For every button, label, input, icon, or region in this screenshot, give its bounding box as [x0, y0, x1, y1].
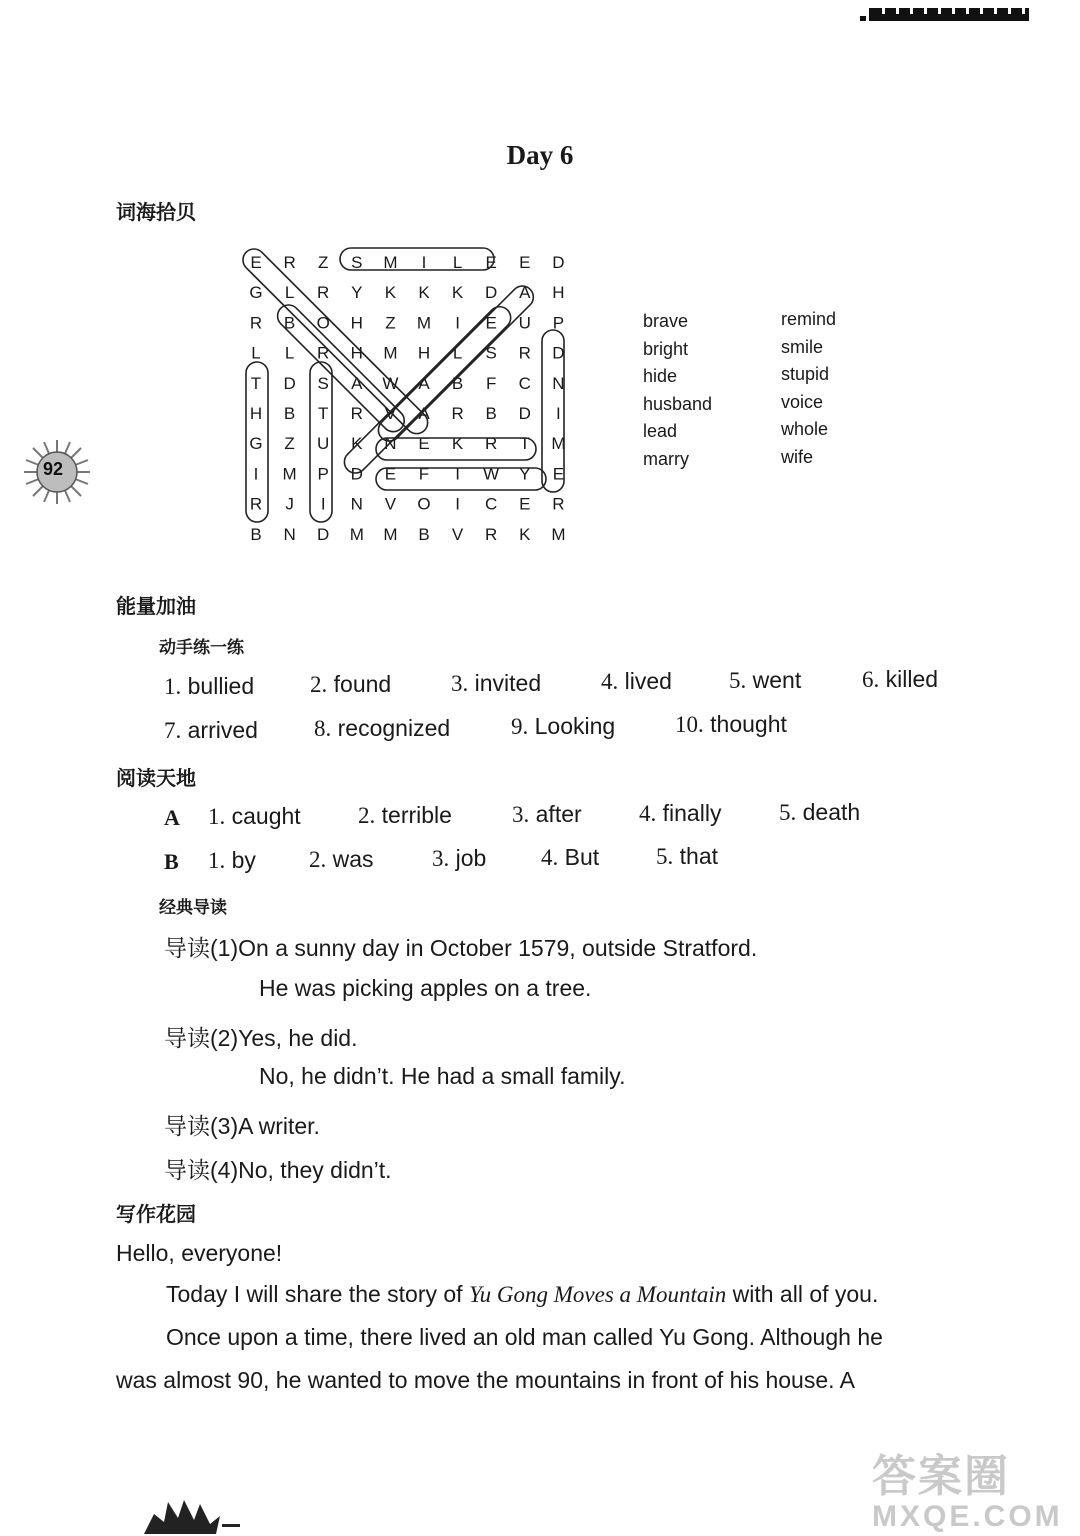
grid-letter: Z	[284, 434, 295, 454]
grid-letter: E	[384, 464, 397, 484]
grid-letter: D	[317, 524, 330, 544]
grid-letter: V	[384, 494, 397, 514]
grid-letter: R	[283, 253, 296, 272]
grid-letter: A	[418, 373, 430, 393]
guided-label: 导读(2)	[164, 1025, 239, 1051]
grid-letter: K	[418, 283, 430, 303]
grid-letter: L	[284, 343, 295, 363]
guided-item-1	[164, 930, 757, 963]
grid-letter: K	[451, 434, 464, 454]
grid-letter: R	[518, 343, 531, 363]
section-energy: 能量加油	[116, 594, 196, 618]
answer-item: 9. Looking	[511, 713, 616, 739]
grid-letter: I	[320, 494, 326, 514]
grid-letter: M	[551, 434, 566, 454]
guided-line: No, he didn’t. He had a small family.	[259, 1063, 626, 1089]
grid-letter: E	[418, 434, 430, 454]
grid-letter: Y	[351, 283, 363, 303]
grid-letter: S	[351, 253, 363, 272]
word-item: smile	[781, 336, 824, 357]
grid-letter: T	[519, 434, 530, 454]
grid-letter: O	[417, 494, 431, 514]
grid-letter: N	[552, 373, 565, 393]
answer-item: 2. found	[310, 671, 392, 697]
grid-letter: C	[485, 494, 498, 514]
grid-letter: A	[351, 373, 363, 393]
grid-letter: B	[451, 373, 464, 393]
grid-letter: S	[485, 343, 497, 363]
section-reading: 阅读天地	[116, 766, 196, 790]
grid-letter: M	[282, 464, 297, 484]
answer-item: 4. finally	[639, 800, 722, 826]
answer-item: 1. bullied	[164, 673, 255, 699]
story-title: Yu Gong Moves a Mountain	[468, 1282, 727, 1307]
grid-letter: P	[317, 464, 329, 484]
grid-letter: L	[452, 343, 463, 363]
grid-letter: H	[552, 283, 565, 303]
grid-letter: D	[283, 373, 296, 393]
guided-item-3	[164, 1108, 320, 1141]
answer-item: 4. But	[541, 844, 600, 870]
word-item: voice	[781, 391, 824, 412]
section-writing: 写作花园	[116, 1202, 196, 1226]
writing-paragraph-2-line-2: was almost 90, he wanted to move the mountains in front of his house. A	[116, 1367, 855, 1393]
grid-letter: R	[249, 313, 263, 333]
guided-line: He was picking apples on a tree.	[259, 975, 592, 1001]
grid-letter: G	[249, 434, 263, 454]
word-item: whole	[781, 419, 829, 439]
grid-letter: E	[519, 253, 531, 272]
grid-letter: D	[350, 464, 363, 484]
grid-letter: M	[383, 253, 398, 272]
watermark-logo: 答案圈 MXQE.COM	[872, 1451, 1063, 1533]
grid-letter: P	[552, 313, 565, 333]
grid-letter: T	[250, 373, 262, 393]
answer-item: 4. lived	[601, 668, 672, 694]
grid-letter: M	[551, 524, 566, 544]
writing-paragraph-2-line-1: Once upon a time, there lived an old man called Yu Gong. Although he	[166, 1324, 883, 1350]
answer-item: 3. invited	[451, 670, 542, 696]
grid-letter: N	[283, 524, 296, 544]
guided-label: 导读(4)	[164, 1157, 239, 1183]
word-item: stupid	[781, 364, 830, 384]
answer-item: 3. job	[432, 845, 487, 871]
word-item: bright	[643, 338, 689, 359]
grid-letter: E	[485, 253, 497, 272]
guided-item-2	[164, 1020, 357, 1053]
answer-item: 2. was	[309, 846, 374, 872]
grid-letter: W	[382, 373, 399, 393]
guided-line: On a sunny day in October 1579, outside Stratford.	[238, 935, 758, 961]
answer-item: 10. thought	[675, 711, 787, 737]
grid-letter: L	[251, 343, 261, 363]
grid-letter: O	[316, 313, 330, 333]
word-item: wife	[781, 446, 814, 467]
grid-letter: N	[384, 434, 397, 454]
grid-letter: K	[351, 434, 363, 454]
grid-letter: H	[350, 313, 363, 333]
reading-a-letter: A	[164, 805, 180, 830]
header-bars-decoration	[860, 4, 1035, 22]
guided-line: No, they didn’t.	[238, 1157, 392, 1183]
grid-letter: R	[552, 494, 565, 514]
grid-letter: E	[485, 313, 497, 333]
grid-letter: D	[518, 404, 531, 423]
grid-letter: V	[384, 404, 397, 423]
grid-letter: B	[283, 313, 296, 333]
reading-b-letter: B	[164, 849, 179, 874]
grid-letter: E	[250, 253, 262, 272]
grid-letter: I	[421, 253, 427, 272]
answer-item: 6. killed	[862, 666, 939, 692]
grid-letter: R	[317, 343, 330, 363]
grid-letter: R	[249, 494, 263, 514]
grid-letter: H	[350, 343, 363, 363]
grid-letter: W	[483, 464, 500, 484]
grid-letter: A	[418, 404, 430, 423]
grid-letter: I	[455, 464, 460, 484]
grid-letter: N	[350, 494, 363, 514]
grid-letter: Y	[519, 464, 531, 484]
grid-letter: K	[384, 283, 397, 303]
answer-item: 1. caught	[208, 803, 301, 829]
grid-letter: B	[485, 404, 497, 423]
grid-letter: H	[249, 404, 263, 423]
grid-letter: U	[317, 434, 330, 454]
answer-item: 1. by	[208, 847, 256, 873]
grid-letter: D	[485, 283, 498, 303]
grid-letter: M	[383, 524, 398, 544]
grid-letter: Z	[318, 253, 329, 272]
grid-letter: K	[519, 524, 531, 544]
answer-item: 5. that	[656, 843, 719, 869]
section-classic: 经典导读	[159, 898, 227, 918]
grid-letter: R	[451, 404, 464, 423]
word-item: husband	[643, 393, 713, 414]
guided-label: 导读(1)	[164, 935, 239, 961]
writing-paragraph-1: Today I will share the story of Yu Gong Moves a Mountain with all of you.	[166, 1281, 879, 1307]
word-item: lead	[643, 421, 678, 441]
grid-letter: A	[519, 283, 531, 303]
grid-letter: J	[285, 494, 294, 514]
grid-letter: M	[349, 524, 364, 544]
grid-letter: G	[249, 283, 263, 303]
grid-letter: Z	[385, 313, 396, 333]
word-item: marry	[643, 448, 689, 469]
grid-letter: R	[485, 434, 498, 454]
grid-letter: M	[416, 313, 432, 333]
grid-letter: D	[552, 253, 565, 272]
word-list-right	[781, 306, 836, 471]
grid-letter: T	[318, 404, 329, 423]
word-list-left	[643, 308, 712, 473]
grid-letter: M	[383, 343, 398, 363]
grid-letter: I	[556, 404, 561, 423]
section-word-sea: 词海拾贝	[116, 200, 196, 224]
grid-letter: K	[451, 283, 464, 303]
grid-letter: R	[317, 283, 330, 303]
grid-letter: D	[552, 343, 565, 363]
page-number: 92	[43, 459, 64, 479]
grid-letter: B	[250, 524, 262, 544]
guided-label: 导读(3)	[164, 1113, 239, 1139]
grid-letter: C	[518, 373, 531, 393]
grid-letter: B	[418, 524, 430, 544]
guided-line: Yes, he did.	[238, 1025, 358, 1051]
answer-item: 5. death	[779, 799, 861, 825]
guided-line: A writer.	[238, 1113, 320, 1139]
grid-letter: I	[253, 464, 259, 484]
grid-letter: S	[317, 373, 329, 393]
answer-item: 5. went	[729, 667, 802, 693]
grid-letter: L	[284, 283, 295, 303]
grid-letter: V	[451, 524, 464, 544]
grid-letter: B	[283, 404, 296, 423]
word-item: brave	[643, 311, 689, 331]
answer-item: 3. after	[512, 801, 582, 827]
word-item: hide	[643, 366, 678, 386]
grid-letter: F	[418, 464, 430, 484]
grid-letter: E	[552, 464, 565, 484]
grid-letter: I	[455, 494, 460, 514]
grid-letter: H	[417, 343, 431, 363]
grid-letter: L	[452, 253, 463, 272]
grid-letter: E	[519, 494, 531, 514]
grid-letter: U	[518, 313, 531, 333]
guided-item-4	[164, 1152, 392, 1185]
page-title: Day 6	[506, 140, 574, 170]
writing-greeting: Hello, everyone!	[116, 1240, 283, 1266]
section-practice: 动手练一练	[159, 638, 244, 658]
grid-letter: I	[455, 313, 460, 333]
grid-letter: R	[350, 404, 363, 423]
answer-item: 2. terrible	[358, 802, 452, 828]
answer-item: 7. arrived	[164, 717, 258, 743]
word-search-grid	[238, 244, 578, 544]
grid-letter: F	[486, 373, 497, 393]
word-item: remind	[781, 309, 837, 329]
grid-letter: R	[485, 524, 498, 544]
footer-decoration	[134, 1494, 244, 1534]
answer-item: 8. recognized	[314, 715, 451, 741]
